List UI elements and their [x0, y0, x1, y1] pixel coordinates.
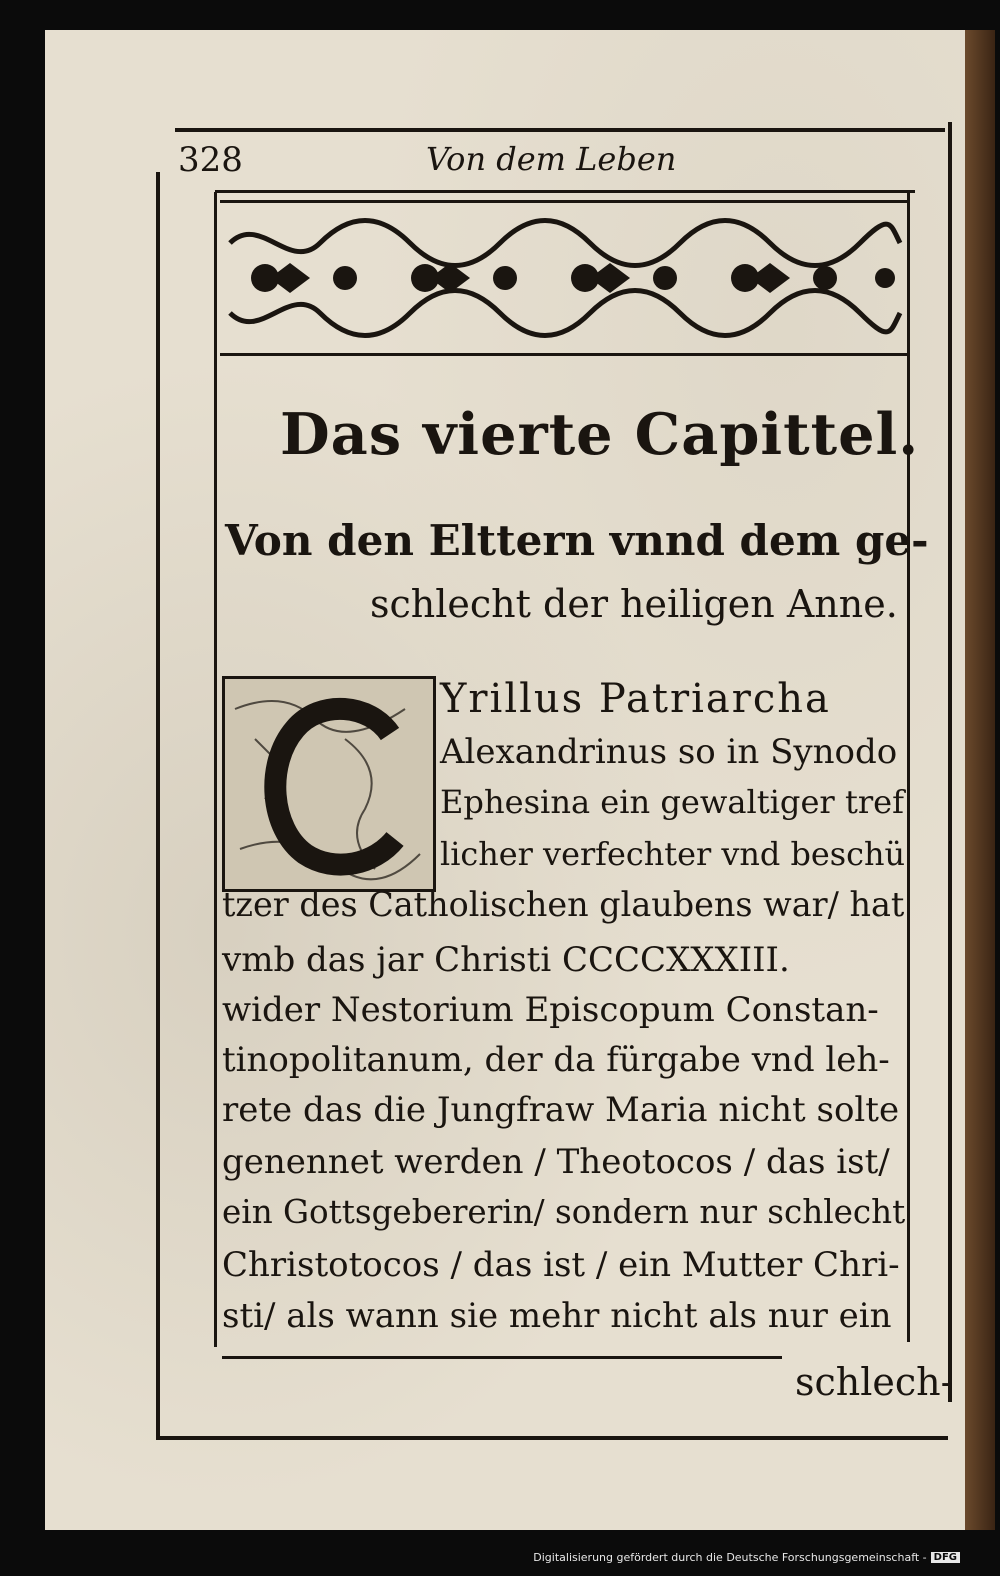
- footer-text: Digitalisierung gefördert durch die Deutsche Forschungsgemeinschaft -: [533, 1551, 927, 1564]
- top-rule: [175, 128, 945, 132]
- chapter-subtitle-line-2: schlecht der heiligen Anne.: [370, 582, 898, 626]
- dfg-logo: DFG: [931, 1552, 960, 1563]
- decorated-initial-icon: [222, 676, 436, 892]
- initial-letter: C: [225, 679, 226, 680]
- catchword: schlech-: [795, 1360, 954, 1404]
- right-inner-rule: [907, 192, 910, 1342]
- chapter-title: Das vierte Capittel.: [280, 400, 920, 468]
- body-line-6: vmb das jar Christi CCCCXXXIII.: [222, 940, 790, 980]
- body-line-12: Christotocos / das ist / ein Mutter Chri-: [222, 1245, 900, 1285]
- left-outer-rule: [156, 172, 160, 1440]
- body-line-1: Yrillus Patriarcha: [440, 676, 831, 722]
- body-line-2: Alexandrinus so in Synodo: [440, 732, 898, 772]
- left-inner-rule: [214, 192, 217, 1347]
- bottom-inner-rule: [222, 1356, 782, 1359]
- chapter-subtitle-line-1: Von den Elttern vnnd dem ge-: [225, 515, 929, 565]
- footer-credit: [533, 1551, 960, 1564]
- header-rule: [215, 190, 915, 193]
- bottom-outer-rule: [158, 1436, 948, 1440]
- page-edge: [965, 30, 995, 1530]
- right-outer-rule: [948, 122, 952, 1402]
- page-number: 328: [178, 140, 243, 180]
- body-line-7: wider Nestorium Episcopum Constan-: [222, 990, 879, 1030]
- body-line-13: sti/ als wann sie mehr nicht als nur ein: [222, 1296, 892, 1336]
- ornament-band-icon: [220, 200, 910, 356]
- body-line-4: licher verfechter vnd beschü: [440, 835, 906, 873]
- body-line-11: ein Gottsgebererin/ sondern nur schlecht: [222, 1193, 906, 1231]
- body-line-10: genennet werden / Theotocos / das ist/: [222, 1142, 890, 1182]
- body-line-9: rete das die Jungfraw Maria nicht solte: [222, 1090, 900, 1130]
- running-title: Von dem Leben: [426, 140, 677, 178]
- body-line-8: tinopolitanum, der da fürgabe vnd leh-: [222, 1040, 890, 1080]
- body-line-3: Ephesina ein gewaltiger tref: [440, 783, 905, 821]
- body-line-5: tzer des Catholischen glaubens war/ hat: [222, 885, 905, 924]
